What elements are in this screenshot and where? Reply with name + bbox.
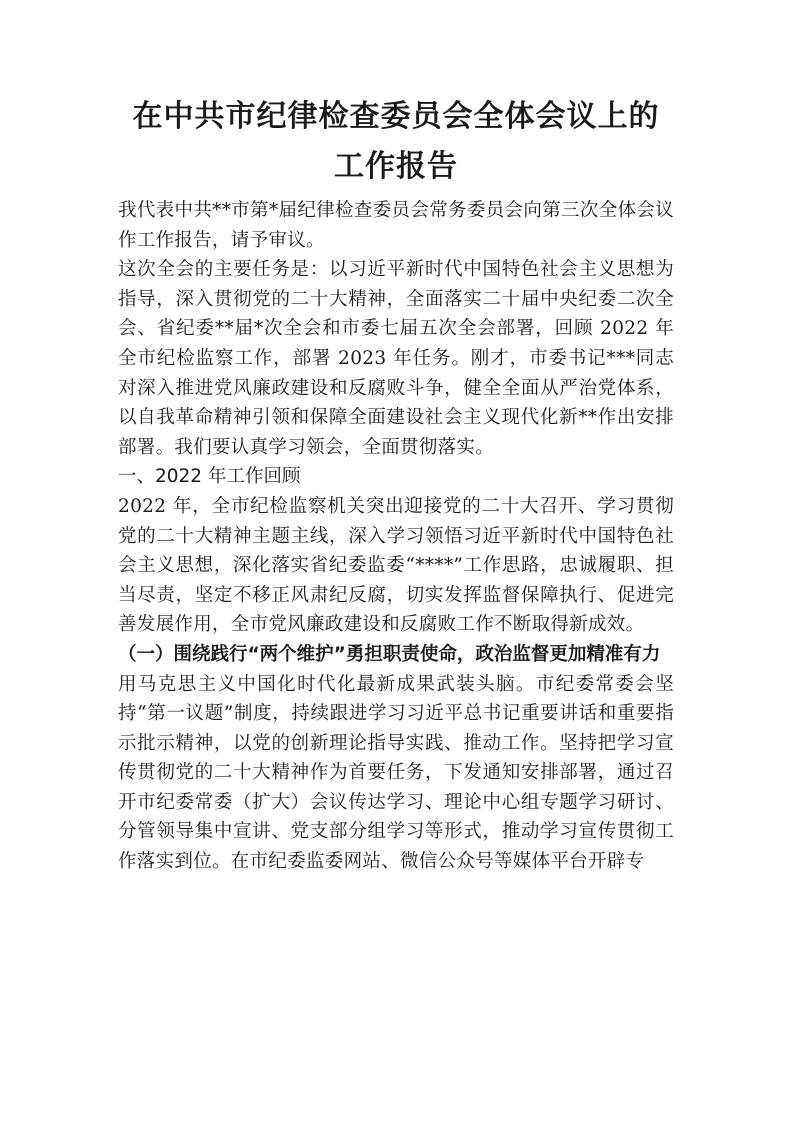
document-page — [118, 92, 674, 877]
section1-heading: 一、2022 年工作回顾 — [118, 466, 301, 488]
section1-paragraph: 2022 年，全市纪检监察机关突出迎接党的二十大召开、学习贯彻党的二十大精神主题主线，深入学习领悟习近平新时代中国特色社会主义思想，深化落实省纪委监委“****”工作思路，忠诚履职、担当尽责，坚定不移正风肃纪反腐，切实发挥监督保障执行、促进完善发展作用，全市党风廉政建设和反腐败工作不断取得新成效。 — [118, 495, 674, 636]
subsection1-paragraph: 用马克思主义中国化时代化最新成果武装头脑。市纪委常委会坚持“第一议题”制度，持续跟进学习习近平总书记重要讲话和重要指示批示精神，以党的创新理论指导实践、推动工作。坚持把学习宣传贯彻党的二十大精神作为首要任务，下发通知安排部署，通过召开市纪委常委（扩大）会议传达学习、理论中心组专题学习研讨、分管领导集中宣讲、党支部分组学习等形式，推动学习宣传贯彻工作落实到位。在市纪委监委网站、微信公众号等媒体平台开辟专 — [118, 673, 674, 873]
task-paragraph: 这次全会的主要任务是：以习近平新时代中国特色社会主义思想为指导，深入贯彻党的二十大精神，全面落实二十届中央纪委二次全会、省纪委**届*次全会和市委七届五次全会部署，回顾 2022 年全市纪检监察工作，部署 2023 年任务。刚才，市委书记***同志对深入推进党风廉政建设和反腐败斗争，健全全面从严治党体系，以自我革命精神引领和保障全面建设社会主义现代化新**作出安排部署。我们要认真学习领会，全面贯彻落实。 — [118, 259, 674, 458]
subsection1-heading: （一）围绕践行“两个维护”勇担职责使命，政治监督更加精准有力 — [118, 643, 661, 665]
document-title: 在中共市纪律检查委员会全体会议上的工作报告 — [132, 99, 660, 184]
intro-paragraph: 我代表中共**市第*届纪律检查委员会常务委员会向第三次全体会议作工作报告，请予审议。 — [118, 200, 674, 251]
